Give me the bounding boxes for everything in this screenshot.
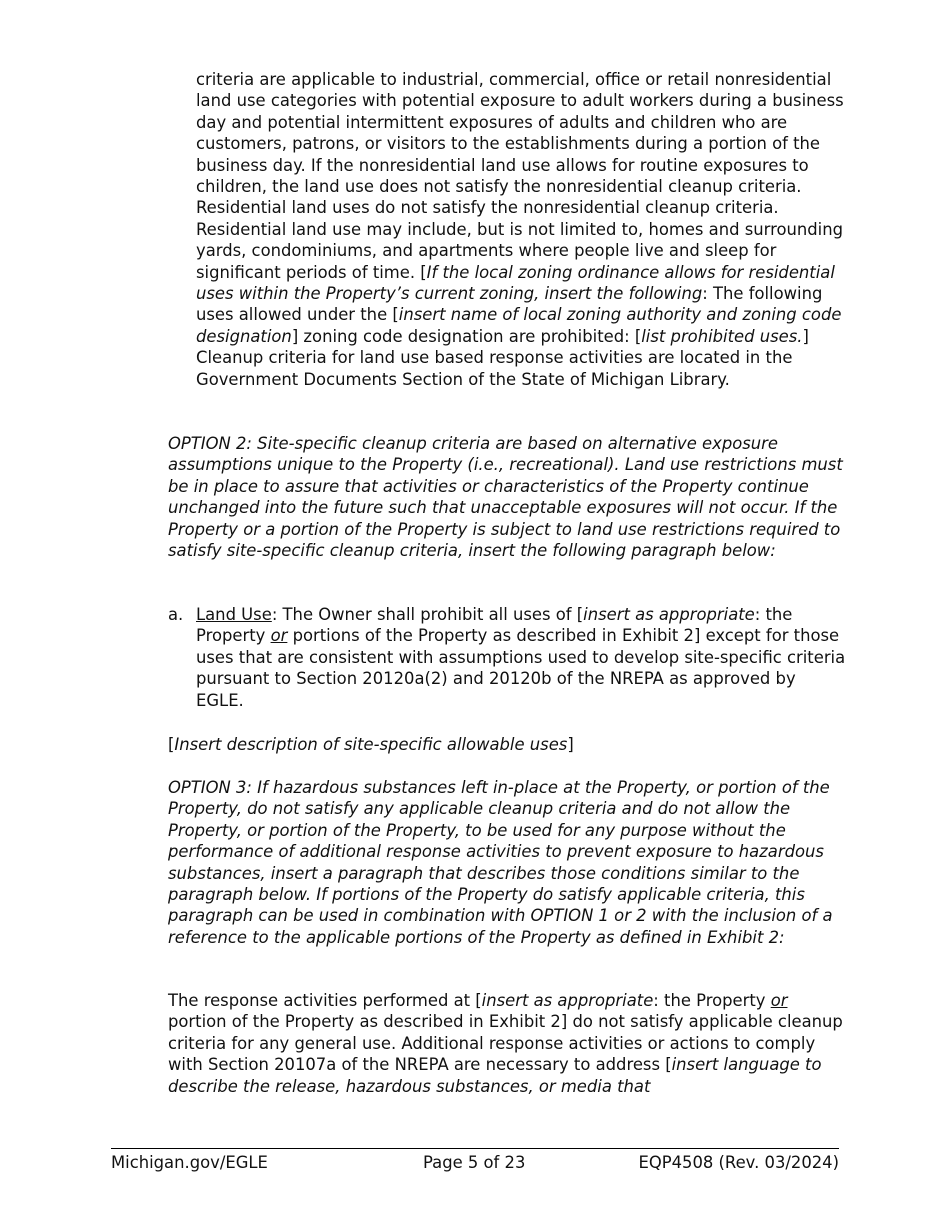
option-3-instruction: OPTION 3: If hazardous substances left in-place at the Property, or portion of the Property, do not satisfy any applicable cleanup criteria and do not allow the Property, or portion of the Property, to be used for any purpose without the performance of additional response activities to prevent exposure to hazardous substances, insert a paragraph that describes those conditions similar to the paragraph below. If portions of the Property do satisfy applicable criteria, this paragraph can be used in combination with OPTION 1 or 2 with the inclusion of a reference to the applicable portions of the Property as defined in Exhibit 2: [168, 778, 833, 947]
paragraph-text: portions of the Property as described in Exhibit 2] except for those uses that are consistent with assumptions used to develop site-specific criteria pursuant to Section 20120a(2) and 20120b of the NREPA as approved by EGLE. [196, 626, 846, 710]
instruction-text: insert as appropriate [583, 605, 755, 624]
instruction-text: If the local zoning ordinance allows for residential uses within the Property’s current zoning, insert the following [196, 262, 835, 304]
option-2-instruction: OPTION 2: Site-specific cleanup criteria are based on alternative exposure assumptions unique to the Property (i.e., recreational). Land use restrictions must be in place to assure that activities or characteristics of the Property continue unchanged into the future such that unacceptable exposures will not occur. If the Property or a portion of the Property is subject to land use restrictions required to satisfy site-specific cleanup criteria, insert the following paragraph below: [168, 434, 843, 561]
paragraph-text: : the Property [653, 991, 771, 1010]
bracket-close: ] [567, 735, 574, 754]
land-use-paragraph [196, 604, 848, 711]
footer-website: Michigan.gov/EGLE [111, 1153, 268, 1172]
paragraph-text: ] Cleanup criteria for land use based response activities are located in the Government Documents Section of the State of Michigan Library. [196, 326, 809, 389]
footer-page-number: Page 5 of 23 [423, 1153, 526, 1172]
paragraph-text: : The following uses allowed under the [ [196, 284, 823, 325]
instruction-text: list prohibited uses. [641, 326, 803, 346]
paragraph-text: : the Property [196, 605, 793, 646]
list-item-a [168, 604, 848, 711]
instruction-text: insert language to describe the release, hazardous substances, or media that [168, 1055, 822, 1096]
paragraph-text: : The Owner shall prohibit all uses of [ [271, 605, 584, 624]
or-emphasis: or [770, 991, 788, 1010]
footer-form-number: EQP4508 (Rev. 03/2024) [638, 1153, 839, 1172]
insert-description-placeholder [168, 734, 848, 755]
response-activities-paragraph [168, 990, 848, 1097]
paragraph-text: ] zoning code designation are prohibited: [ [291, 326, 642, 346]
paragraph-text: portion of the Property as described in Exhibit 2] do not satisfy applicable cleanup criteria for any general use. Additional response activities or actions to comply with Section 20107a of the NREPA are necessary to address [ [168, 1012, 843, 1075]
instruction-text: insert as appropriate [481, 991, 654, 1010]
footer-divider [111, 1148, 839, 1149]
zoning-paragraph [196, 69, 846, 390]
list-marker: a. [168, 605, 184, 624]
instruction-text: insert name of local zoning authority and zoning code designation [196, 305, 842, 346]
land-use-heading: Land Use [196, 605, 272, 624]
bracket-open: [ [168, 735, 175, 754]
paragraph-text: criteria are applicable to industrial, commercial, office or retail nonresidential land use categories with potential exposure to adult workers during a business day and potential intermittent exposures of adults and children who are customers, patrons, or visitors to the establishments during a portion of the business day. If the nonresidential land use allows for routine exposures to children, the land use does not satisfy the nonresidential cleanup criteria. Residential land uses do not satisfy the nonresidential cleanup criteria. Residential land use may include, but is not limited to, homes and surrounding yards, condominiums, and apartments where people live and sleep for significant periods of time. [ [196, 70, 844, 282]
instruction-text: Insert description of site-specific allowable uses [174, 735, 568, 754]
or-emphasis: or [270, 626, 288, 646]
paragraph-text: The response activities performed at [ [168, 991, 482, 1010]
